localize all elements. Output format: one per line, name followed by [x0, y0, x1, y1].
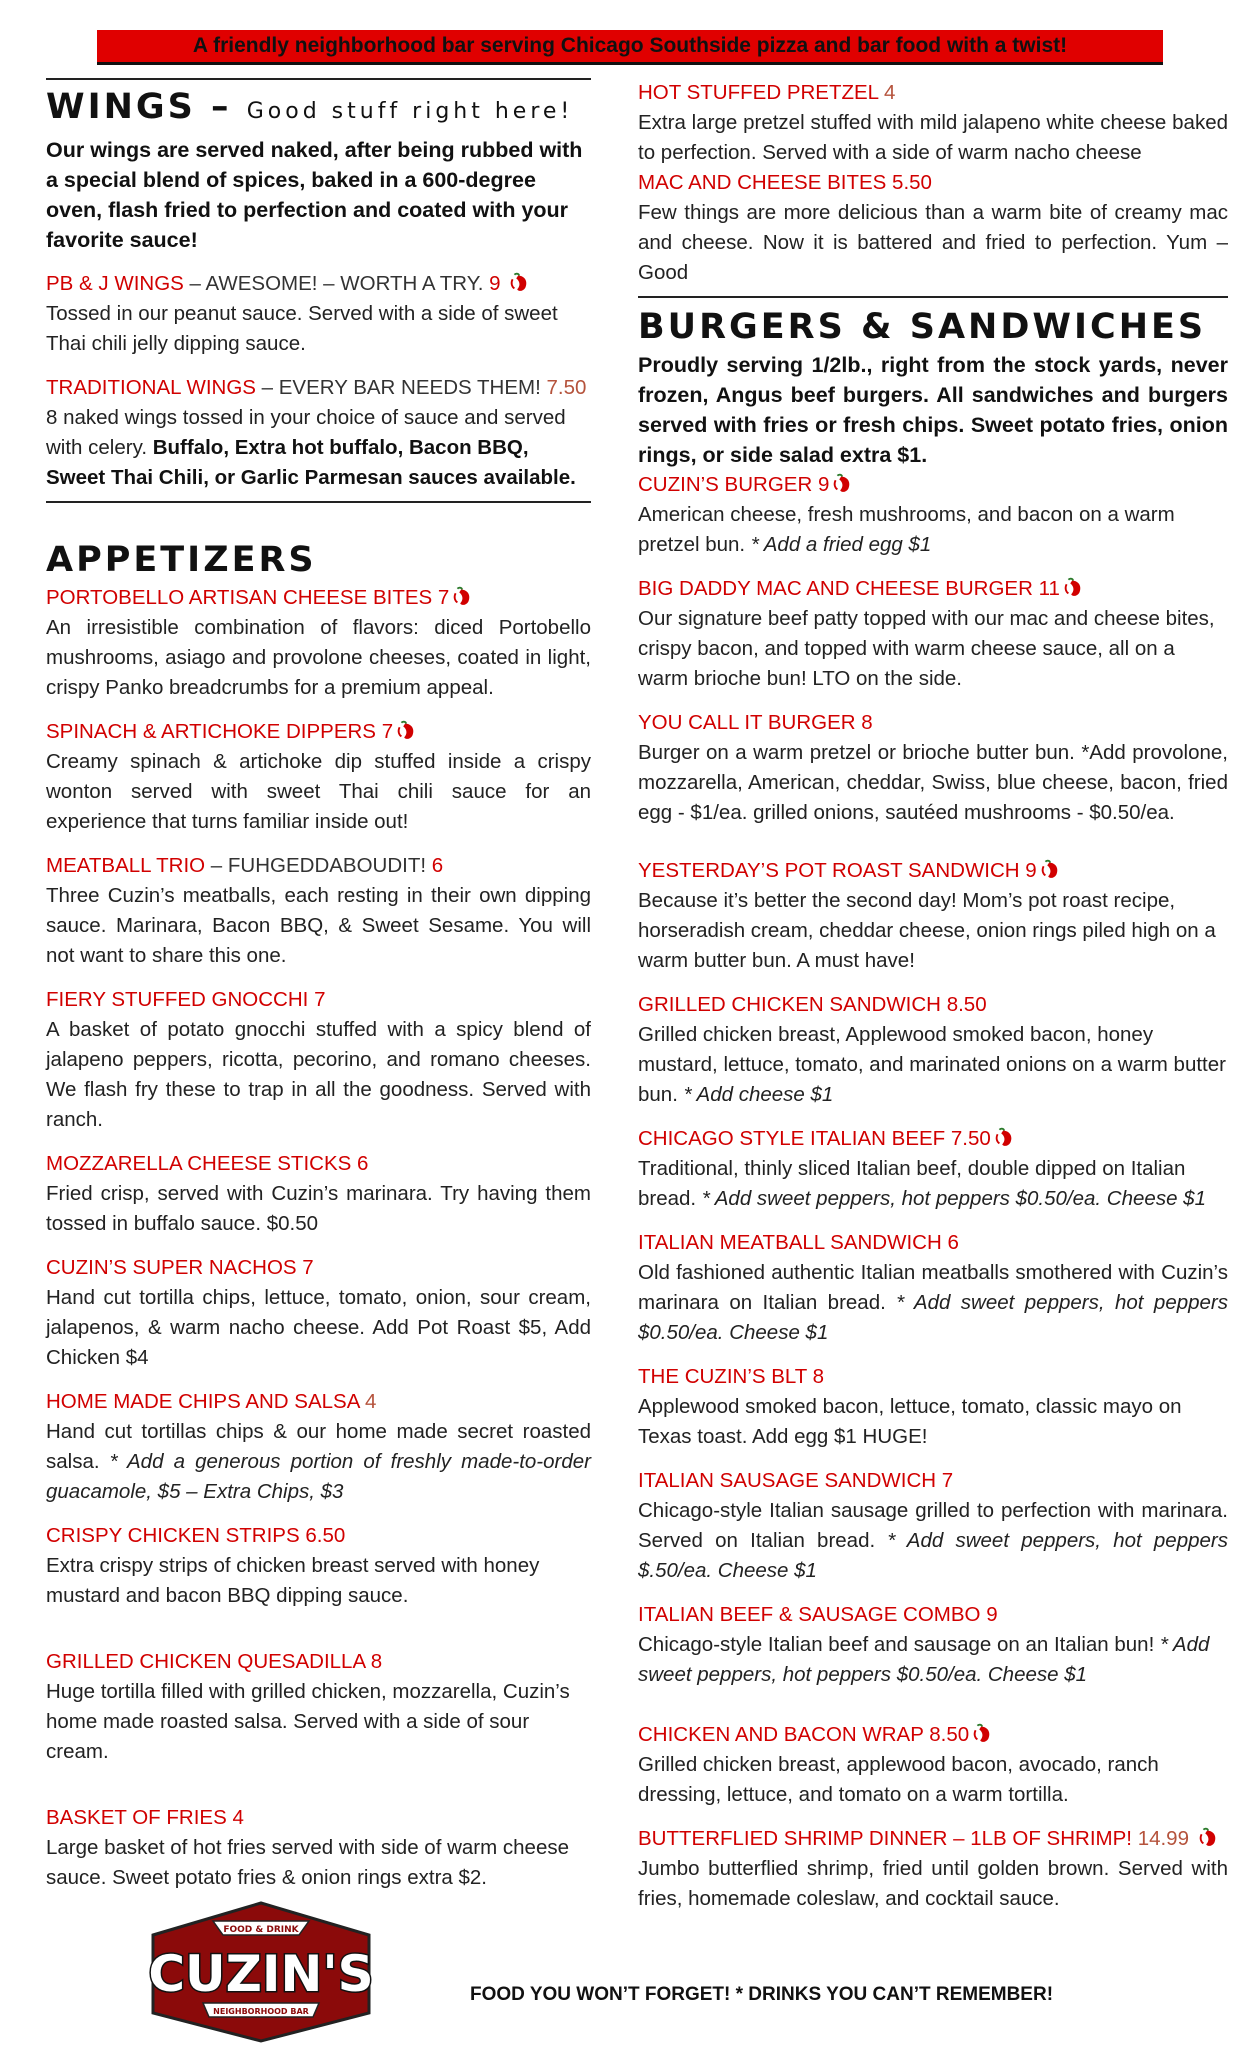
item-desc: Chicago-style Italian sausage grilled to perfection with marinara. Served on Italian bread.: [638, 1499, 1228, 1552]
item-name: ITALIAN BEEF & SAUSAGE COMBO: [638, 1603, 981, 1626]
menu-item: [638, 1124, 1228, 1214]
item-name: FIERY STUFFED GNOCCHI: [46, 988, 309, 1011]
banner: A friendly neighborhood bar serving Chicago Southside pizza and bar food with a twist!: [97, 30, 1163, 65]
item-desc: A basket of potato gnocchi stuffed with a spicy blend of jalapeno peppers, ricotta, pecorino, and romano cheeses. We flash fry these to trap in all the goodness. Served with ranch.: [46, 1018, 591, 1131]
menu-item: [638, 1228, 1228, 1348]
menu-item: [46, 1521, 591, 1611]
item-desc: Traditional, thinly sliced Italian beef, double dipped on Italian bread.: [638, 1157, 1186, 1210]
menu-item: [638, 708, 1228, 828]
footer-slogan: FOOD YOU WON’T FORGET! * DRINKS YOU CAN’T REMEMBER!: [470, 1984, 1054, 2005]
item-price: 7: [941, 1469, 954, 1492]
item-price: 9: [489, 272, 501, 295]
item-name: CUZIN’S SUPER NACHOS: [46, 1256, 297, 1279]
item-desc: Few things are more delicious than a warm bite of creamy mac and cheese. Now it is battered and fried to perfection. Yum – Good: [638, 201, 1228, 284]
spicy-pepper-icon: [508, 271, 530, 293]
item-desc: Hand cut tortillas chips & our home made secret roasted salsa.: [46, 1420, 591, 1473]
burgers-heading: BURGERS & SANDWICHES: [638, 307, 1207, 347]
menu-item: [46, 717, 591, 837]
spicy-pepper-icon: [831, 472, 853, 494]
item-price: 11: [1038, 577, 1060, 600]
burgers-intro: Proudly serving 1/2lb., right from the stock yards, never frozen, Angus beef burgers. All sandwiches and burgers served with fries or fresh chips. Sweet potato fries, onion rings, or side salad extra $1.: [638, 353, 1228, 467]
item-price: 9: [817, 473, 830, 496]
spicy-pepper-icon: [1062, 576, 1084, 598]
item-name: MAC AND CHEESE BITES: [638, 171, 887, 194]
item-price: 7.50: [950, 1127, 991, 1150]
item-desc: Old fashioned authentic Italian meatballs smothered with Cuzin’s marinara on Italian bread.: [638, 1261, 1228, 1314]
item-price: 8.50: [946, 993, 987, 1016]
item-name: ITALIAN MEATBALL SANDWICH: [638, 1231, 942, 1254]
item-desc: An irresistible combination of flavors: diced Portobello mushrooms, asiago and provolone cheeses, coated in light, crispy Panko breadcrumbs for a premium appeal.: [46, 616, 591, 699]
item-price: 7: [437, 586, 450, 609]
menu-item: [46, 985, 591, 1135]
item-name: MOZZARELLA CHEESE STICKS: [46, 1152, 352, 1175]
item-desc: Our signature beef patty topped with our mac and cheese bites, crispy bacon, and topped with warm cheese sauce, all on a warm brioche bun! LTO on the side.: [638, 607, 1215, 690]
menu-item: [638, 1720, 1228, 1810]
menu-item: [638, 470, 1228, 560]
item-desc: Chicago-style Italian beef and sausage on an Italian bun!: [638, 1633, 1155, 1656]
divider: [46, 501, 591, 503]
item-desc: Jumbo butterflied shrimp, fried until golden brown. Served with fries, homemade coleslaw, and cocktail sauce.: [638, 1857, 1228, 1910]
item-name: GRILLED CHICKEN SANDWICH: [638, 993, 941, 1016]
item-name: SPINACH & ARTICHOKE DIPPERS: [46, 720, 376, 743]
item-name: TRADITIONAL WINGS: [46, 376, 256, 399]
item-price: 6: [431, 854, 444, 877]
item-desc: Extra large pretzel stuffed with mild jalapeno white cheese baked to perfection. Served with a side of warm nacho cheese: [638, 111, 1228, 164]
item-name: CUZIN’S BURGER: [638, 473, 813, 496]
item-name: PORTOBELLO ARTISAN CHEESE BITES: [46, 586, 433, 609]
menu-item: [638, 1362, 1228, 1452]
menu-item: [638, 1824, 1228, 1914]
menu-item: [46, 851, 591, 971]
spicy-pepper-icon: [993, 1126, 1015, 1148]
menu-item: [638, 1600, 1228, 1690]
item-name: HOME MADE CHIPS AND SALSA: [46, 1390, 360, 1413]
wings-intro: Our wings are served naked, after being rubbed with a special blend of spices, baked in a 600-degree oven, flash fried to perfection and coated with your favorite sauce!: [46, 138, 583, 252]
left-column: [46, 78, 591, 1893]
cuzins-logo: [143, 1895, 379, 2045]
item-addon: * Add a fried egg $1: [750, 533, 932, 556]
menu-item: [638, 168, 1228, 288]
sauce-options: Buffalo, Extra hot buffalo, Bacon BBQ, Sweet Thai Chili, or Garlic Parmesan sauces available.: [46, 436, 576, 489]
item-price: 6.50: [305, 1524, 346, 1547]
logo-bottom-text: NEIGHBORHOOD BAR: [213, 2007, 309, 2016]
item-price: 9: [1025, 859, 1037, 882]
item-price: 7: [381, 720, 394, 743]
item-desc: Applewood smoked bacon, lettuce, tomato, classic mayo on Texas toast. Add egg $1 HUGE!: [638, 1395, 1182, 1448]
logo-top-text: FOOD & DRINK: [223, 1925, 299, 1935]
item-name: BASKET OF FRIES: [46, 1806, 227, 1829]
right-column: [638, 78, 1228, 1914]
item-desc: 8 naked wings tossed in your choice of sauce and served with celery.: [46, 406, 566, 459]
item-price: 4: [364, 1390, 377, 1413]
item-tag: – EVERY BAR NEEDS THEM!: [255, 376, 541, 399]
item-price: 4: [232, 1806, 244, 1829]
item-addon: * Add sweet peppers, hot peppers $0.50/ea. Cheese $1: [638, 1633, 1210, 1686]
menu-item: [46, 583, 591, 703]
divider: [46, 78, 591, 80]
item-price: 7.50: [546, 376, 587, 399]
item-desc: Because it’s better the second day! Mom’s pot roast recipe, horseradish cream, cheddar cheese, onion rings piled high on a warm butter bun. A must have!: [638, 889, 1216, 972]
item-desc: Large basket of hot fries served with side of warm cheese sauce. Sweet potato fries & onion rings extra $2.: [46, 1836, 570, 1889]
item-tag: – FUHGEDDABOUDIT!: [205, 854, 427, 877]
item-price: 7: [302, 1256, 314, 1279]
item-price: 8: [370, 1650, 383, 1673]
item-desc: Grilled chicken breast, Applewood smoked bacon, honey mustard, lettuce, tomato, and marinated onions on a warm butter bun.: [638, 1023, 1226, 1106]
item-addon: * Add cheese $1: [683, 1083, 834, 1106]
item-name: PB & J WINGS: [46, 272, 184, 295]
item-price: 9: [986, 1603, 998, 1626]
item-desc: Tossed in our peanut sauce. Served with a side of sweet Thai chili jelly dipping sauce.: [46, 302, 558, 355]
item-name: CRISPY CHICKEN STRIPS: [46, 1524, 300, 1547]
menu-item: [46, 1803, 591, 1893]
spicy-pepper-icon: [395, 719, 417, 741]
item-name: ITALIAN SAUSAGE SANDWICH: [638, 1469, 937, 1492]
item-addon: * Add sweet peppers, hot peppers $0.50/ea. Cheese $1: [638, 1291, 1228, 1344]
menu-item: [46, 1387, 591, 1507]
item-price: 8.50: [929, 1723, 970, 1746]
menu-item: [46, 1253, 591, 1373]
menu-item: [638, 78, 1228, 168]
item-addon: * Add sweet peppers, hot peppers $.50/ea. Cheese $1: [638, 1529, 1228, 1582]
item-price: 6: [357, 1152, 369, 1175]
menu-item: [46, 269, 591, 359]
item-name: BUTTERFLIED SHRIMP DINNER – 1LB OF SHRIMP!: [638, 1827, 1132, 1850]
menu-item: [638, 990, 1228, 1110]
menu-item: [638, 574, 1228, 694]
item-price: 7: [314, 988, 326, 1011]
item-desc: Huge tortilla filled with grilled chicken, mozzarella, Cuzin’s home made roasted salsa. Served with a side of sour cream.: [46, 1680, 570, 1763]
item-price: 8: [812, 1365, 825, 1388]
item-desc: Creamy spinach & artichoke dip stuffed inside a crispy wonton served with sweet Thai chili sauce for an experience that turns familiar inside out!: [46, 750, 591, 833]
appetizers-heading: APPETIZERS: [46, 540, 317, 580]
menu-item: [638, 856, 1228, 976]
item-name: CHICKEN AND BACON WRAP: [638, 1723, 924, 1746]
item-name: MEATBALL TRIO: [46, 854, 206, 877]
item-name: THE CUZIN’S BLT: [638, 1365, 807, 1388]
wings-subheading: Good stuff right here!: [246, 99, 574, 124]
item-price: 5.50: [892, 171, 932, 194]
item-desc: Hand cut tortilla chips, lettuce, tomato, onion, sour cream, jalapenos, & warm nacho cheese. Add Pot Roast $5, Add Chicken $4: [46, 1286, 591, 1369]
item-name: CHICAGO STYLE ITALIAN BEEF: [638, 1127, 946, 1150]
item-price: 4: [884, 81, 896, 104]
item-price: 6: [947, 1231, 959, 1254]
item-name: BIG DADDY MAC AND CHEESE BURGER: [638, 577, 1033, 600]
item-tag: – AWESOME! – WORTH A TRY.: [183, 272, 484, 295]
item-desc: Extra crispy strips of chicken breast served with honey mustard and bacon BBQ dipping sauce.: [46, 1554, 540, 1607]
item-name: YOU CALL IT BURGER: [638, 711, 856, 734]
item-price: 14.99: [1137, 1827, 1189, 1850]
menu-item: [46, 1149, 591, 1239]
logo-name-text: CUZIN'S: [148, 1945, 374, 2003]
spicy-pepper-icon: [1039, 858, 1061, 880]
spicy-pepper-icon: [971, 1722, 993, 1744]
menu-item: [46, 1647, 591, 1767]
wings-heading: WINGS – Good stuff right here!: [46, 87, 574, 127]
menu-item: [46, 373, 591, 493]
item-addon: * Add a generous portion of freshly made-to-order guacamole, $5 – Extra Chips, $3: [46, 1450, 591, 1503]
divider: [638, 296, 1228, 298]
item-desc: Fried crisp, served with Cuzin’s marinara. Try having them tossed in buffalo sauce. $0.50: [46, 1182, 591, 1235]
item-name: HOT STUFFED PRETZEL: [638, 81, 879, 104]
menu-item: [638, 1466, 1228, 1586]
item-desc: Grilled chicken breast, applewood bacon, avocado, ranch dressing, lettuce, and tomato on a warm tortilla.: [638, 1753, 1159, 1806]
item-desc: Burger on a warm pretzel or brioche butter bun. *Add provolone, mozzarella, American, cheddar, Swiss, blue cheese, bacon, fried egg - $1/ea. grilled onions, sautéed mushrooms - $0.50/ea.: [638, 741, 1228, 824]
spicy-pepper-icon: [1197, 1826, 1219, 1848]
item-name: GRILLED CHICKEN QUESADILLA: [46, 1650, 365, 1673]
item-name: YESTERDAY’S POT ROAST SANDWICH: [638, 859, 1020, 882]
item-desc: American cheese, fresh mushrooms, and bacon on a warm pretzel bun.: [638, 503, 1175, 556]
item-addon: * Add sweet peppers, hot peppers $0.50/ea. Cheese $1: [701, 1187, 1206, 1210]
item-price: 8: [861, 711, 873, 734]
item-desc: Three Cuzin’s meatballs, each resting in their own dipping sauce. Marinara, Bacon BBQ, & Sweet Sesame. You will not want to share this one.: [46, 884, 591, 967]
spicy-pepper-icon: [451, 585, 473, 607]
